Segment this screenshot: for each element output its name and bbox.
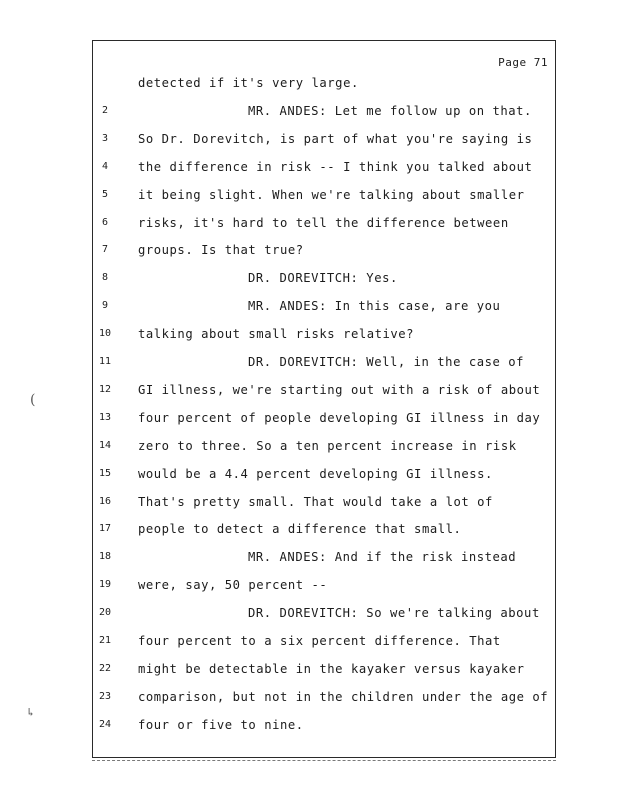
scan-margin-mark: ↳ <box>26 706 36 719</box>
line-text: four percent of people developing GI illness in day <box>138 410 541 425</box>
line-number: 20 <box>98 607 112 619</box>
transcript-line <box>0 715 618 735</box>
line-text: That's pretty small. That would take a lot of <box>138 494 493 509</box>
line-text: four percent to a six percent difference. That <box>138 634 501 648</box>
line-text: MR. ANDES: In this case, are you <box>248 299 501 314</box>
line-number: 7 <box>101 244 109 256</box>
transcript-line <box>0 240 618 260</box>
transcript-line <box>0 101 618 121</box>
line-number: 6 <box>101 216 109 228</box>
transcript-line <box>0 213 618 233</box>
line-text: comparison, but not in the children under the age of <box>138 689 549 704</box>
line-text: groups. Is that true? <box>138 243 304 258</box>
line-text: So Dr. Dorevitch, is part of what you're saying is <box>138 131 533 146</box>
transcript-line <box>0 575 618 595</box>
transcript-line <box>0 324 618 344</box>
line-number: 10 <box>98 328 112 340</box>
transcript-line <box>0 268 618 288</box>
line-number: 13 <box>98 411 112 423</box>
scan-margin-mark: ( <box>30 392 36 408</box>
transcript-line <box>0 380 618 400</box>
transcript-line <box>0 296 618 316</box>
line-text: would be a 4.4 percent developing GI illness. <box>138 466 493 481</box>
line-text: GI illness, we're starting out with a risk of about <box>138 382 541 397</box>
line-number: 23 <box>98 690 112 702</box>
line-number: 21 <box>98 635 112 646</box>
line-text: people to detect a difference that small. <box>138 522 462 537</box>
transcript-line <box>0 603 618 623</box>
line-number: 18 <box>98 551 112 563</box>
line-text: DR. DOREVITCH: Well, in the case of <box>248 355 525 369</box>
transcript-line <box>0 157 618 177</box>
line-text: MR. ANDES: Let me follow up on that. <box>248 103 532 118</box>
line-number: 24 <box>98 718 112 730</box>
line-text: might be detectable in the kayaker versus kayaker <box>138 661 525 676</box>
transcript-line <box>0 408 618 428</box>
line-text: were, say, 50 percent -- <box>138 578 328 593</box>
line-number: 22 <box>98 662 112 674</box>
line-text: MR. ANDES: And if the risk instead <box>248 550 517 565</box>
line-number: 4 <box>101 160 109 172</box>
line-number: 9 <box>101 300 109 312</box>
transcript-line <box>0 631 618 651</box>
line-text: DR. DOREVITCH: Yes. <box>248 271 398 286</box>
transcript-line <box>0 464 618 484</box>
line-number: 12 <box>98 383 112 395</box>
line-number: 17 <box>98 523 112 535</box>
transcript-line <box>0 352 618 372</box>
line-number: 2 <box>101 104 109 116</box>
line-number: 15 <box>98 467 112 479</box>
line-text: zero to three. So a ten percent increase in risk <box>138 438 517 453</box>
scan-edge-line <box>92 760 556 761</box>
transcript-line <box>0 492 618 512</box>
line-number: 8 <box>101 272 109 284</box>
line-number: 14 <box>98 439 112 451</box>
transcript-line <box>0 659 618 679</box>
transcript-line <box>0 129 618 149</box>
line-text: DR. DOREVITCH: So we're talking about <box>248 606 540 621</box>
transcript-line <box>0 687 618 707</box>
line-number: 5 <box>101 188 109 200</box>
transcript-line <box>0 185 618 205</box>
line-number: 11 <box>98 356 112 367</box>
line-text: risks, it's hard to tell the difference between <box>138 215 509 230</box>
line-number: 16 <box>98 495 112 507</box>
transcript-line <box>0 519 618 539</box>
transcript-line <box>0 436 618 456</box>
transcript-line <box>0 73 618 93</box>
line-text: detected if it's very large. <box>138 76 359 90</box>
line-number: 3 <box>101 132 109 144</box>
line-text: the difference in risk -- I think you talked about <box>138 159 533 174</box>
line-text: talking about small risks relative? <box>138 327 415 342</box>
line-text: it being slight. When we're talking about smaller <box>138 187 525 202</box>
line-number: 19 <box>98 579 112 591</box>
page-number: Page 71 <box>498 56 548 69</box>
transcript-line <box>0 547 618 567</box>
line-text: four or five to nine. <box>138 717 304 732</box>
